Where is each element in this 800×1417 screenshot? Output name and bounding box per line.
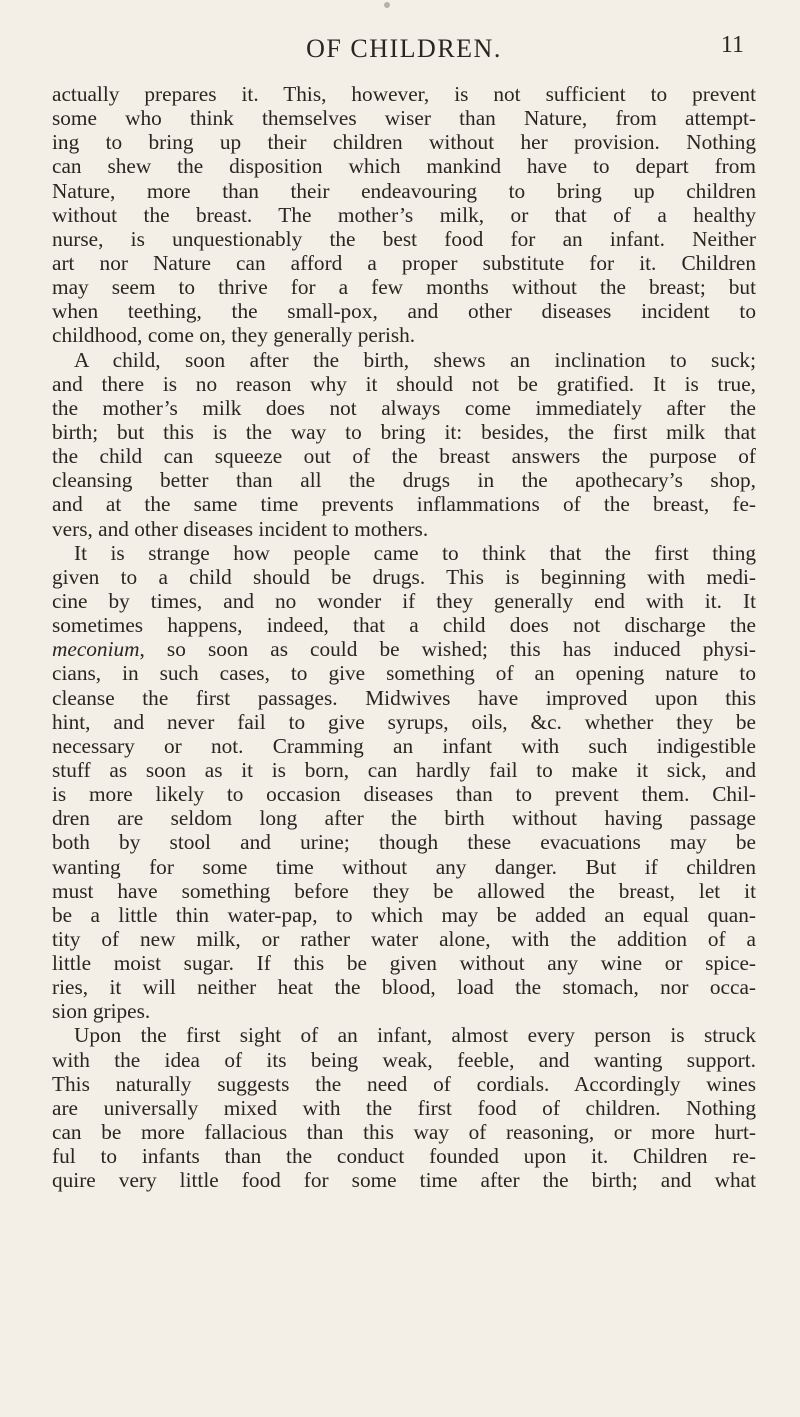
text-line: ing to bring up their children without her provision. Nothing (52, 130, 756, 155)
text-line: the child can squeeze out of the breast answers the purpose of (52, 444, 756, 469)
text-line: both by stool and urine; though these evacuations may be (52, 830, 756, 855)
running-head (52, 30, 756, 82)
text-line: ful to infants than the conduct founded upon it. Children re- (52, 1144, 756, 1169)
text-line: actually prepares it. This, however, is not sufficient to prevent (52, 82, 756, 106)
text-line: are universally mixed with the first food of children. Nothing (52, 1095, 756, 1120)
text-line: sion gripes. (52, 999, 151, 1024)
text-line: sometimes happens, indeed, that a child does not discharge the (52, 613, 756, 638)
page-number: 11 (720, 32, 744, 58)
paragraph-start: A child, soon after the birth, shews an inclination to suck; (74, 347, 756, 372)
text-line: cine by times, and no wonder if they generally end with it. It (52, 588, 756, 613)
text-line: childhood, come on, they generally perish. (52, 323, 416, 348)
text-line: meconium, so soon as could be wished; this has induced physi- (52, 637, 756, 662)
text-line: hint, and never fail to give syrups, oils, &c. whether they be (52, 709, 756, 734)
text-line: may seem to thrive for a few months without the breast; but (52, 275, 756, 300)
text-line: little moist sugar. If this be given without any wine or spice- (52, 951, 756, 976)
text-line: given to a child should be drugs. This is beginning with medi- (52, 564, 756, 589)
text-line: when teething, the small-pox, and other diseases incident to (52, 299, 756, 324)
text-line: stuff as soon as it is born, can hardly fail to make it sick, and (52, 757, 756, 782)
text-line: This naturally suggests the need of cordials. Accordingly wines (52, 1071, 756, 1096)
text-line: wanting for some time without any danger. But if children (52, 854, 756, 879)
text-line: ries, it will neither heat the blood, load the stomach, nor occa- (52, 975, 756, 1000)
text-line: with the idea of its being weak, feeble, and wanting support. (52, 1047, 756, 1072)
text-line: be a little thin water-pap, to which may be added an equal quan- (52, 902, 756, 927)
body-text (52, 82, 756, 1192)
text-line: quire very little food for some time after the birth; and what (52, 1168, 756, 1193)
text-line: birth; but this is the way to bring it: besides, the first milk that (52, 419, 756, 444)
text-line: some who think themselves wiser than Nature, from attempt- (52, 106, 756, 131)
paragraph-start: Upon the first sight of an infant, almost every person is struck (74, 1023, 756, 1048)
text-line: tity of new milk, or rather water alone, with the addition of a (52, 926, 756, 951)
text-line: cians, in such cases, to give something of an opening nature to (52, 661, 756, 686)
paragraph-start: It is strange how people came to think that the first thing (74, 540, 756, 565)
text-line: nurse, is unquestionably the best food for an infant. Neither (52, 226, 756, 251)
running-head-title: OF CHILDREN. (306, 34, 502, 63)
text-line: is more likely to occasion diseases than to prevent them. Chil- (52, 782, 756, 807)
text-line: necessary or not. Cramming an infant with such indigestible (52, 733, 756, 758)
text-line: vers, and other diseases incident to mothers. (52, 516, 429, 541)
text-line: can be more fallacious than this way of reasoning, or more hurt- (52, 1120, 756, 1145)
text-line: the mother’s milk does not always come immediately after the (52, 395, 756, 420)
text-line: and at the same time prevents inflammations of the breast, fe- (52, 492, 756, 517)
text-line: and there is no reason why it should not be gratified. It is true, (52, 371, 756, 396)
text-line: cleansing better than all the drugs in the apothecary’s shop, (52, 468, 756, 493)
text-line: Nature, more than their endeavouring to bring up children (52, 178, 756, 203)
text-line: must have something before they be allowed the breast, let it (52, 878, 756, 903)
text-line: art nor Nature can afford a proper substitute for it. Children (52, 250, 756, 275)
ink-speck (384, 2, 390, 8)
latin-term: meconium (52, 637, 140, 662)
text-line: can shew the disposition which mankind have to depart from (52, 154, 756, 179)
text-line: dren are seldom long after the birth without having passage (52, 806, 756, 831)
text-line: without the breast. The mother’s milk, or that of a healthy (52, 202, 756, 227)
text-line: cleanse the first passages. Midwives have improved upon this (52, 685, 756, 710)
